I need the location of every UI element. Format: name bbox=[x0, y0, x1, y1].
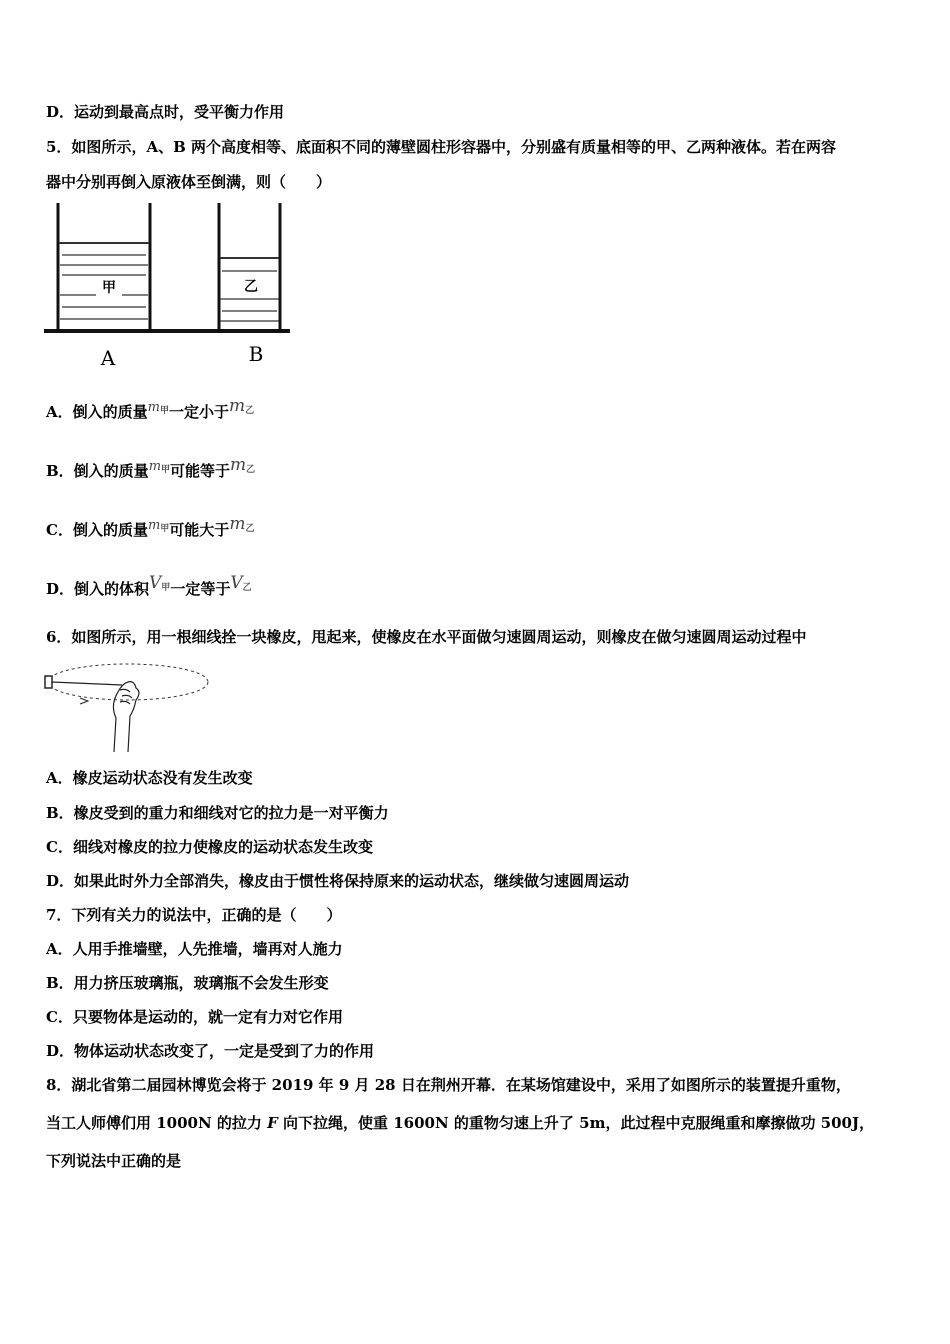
container-a-label: A bbox=[100, 346, 116, 370]
q5-option-b: B．倒入的质量$m^甲$可能等于$m^乙$ bbox=[46, 455, 256, 480]
q5-option-c: C．倒入的质量$m^甲$可能大于$m^乙$ bbox=[46, 514, 255, 539]
q8-stem-line3: 下列说法中正确的是 bbox=[46, 1152, 182, 1170]
liquid-b-label: 乙 bbox=[244, 279, 258, 295]
q7-option-b: B．用力挤压玻璃瓶，玻璃瓶不会发生形变 bbox=[46, 974, 329, 992]
q7-option-c: C．只要物体是运动的，就一定有力对它作用 bbox=[46, 1008, 343, 1026]
q5-option-d: D．倒入的体积$V^甲$一定等于$V^乙$ bbox=[46, 573, 252, 598]
q7-option-a: A．人用手推墙壁，人先推墙，墙再对人施力 bbox=[46, 940, 343, 958]
liquid-a-label: 甲 bbox=[102, 280, 116, 296]
rubber-block bbox=[45, 676, 52, 688]
q8-stem-line2: 当工人师傅们用 1000N 的拉力 F 向下拉绳，使重 1600N 的重物匀速上升了 5m，此过程中克服绳重和摩擦做功 500J， bbox=[46, 1114, 875, 1132]
string-line bbox=[52, 682, 122, 685]
q6-option-b: B．橡皮受到的重力和细线对它的拉力是一对平衡力 bbox=[46, 804, 389, 822]
container-b-label: B bbox=[248, 342, 264, 366]
q6-option-a: A．橡皮运动状态没有发生改变 bbox=[46, 769, 253, 787]
q4-option-d: D．运动到最高点时，受平衡力作用 bbox=[46, 103, 285, 121]
q5-stem-line2: 器中分别再倒入原液体至倒满，则（ ） bbox=[46, 173, 332, 191]
force-symbol: F bbox=[267, 1114, 278, 1132]
q6-option-c: C．细线对橡皮的拉力使橡皮的运动状态发生改变 bbox=[46, 838, 373, 856]
q5-option-a: A．倒入的质量$m^甲$一定小于$m^乙$ bbox=[46, 396, 255, 421]
q5-stem-line1: 5．如图所示，A、B 两个高度相等、底面积不同的薄壁圆柱形容器中，分别盛有质量相等的甲、乙两种液体。若在两容 bbox=[46, 138, 836, 156]
q6-option-d: D．如果此时外力全部消失，橡皮由于惯性将保持原来的运动状态，继续做匀速圆周运动 bbox=[46, 872, 630, 890]
q7-option-d: D．物体运动状态改变了，一定是受到了力的作用 bbox=[46, 1042, 375, 1060]
direction-arrow bbox=[80, 698, 88, 704]
q7-stem: 7．下列有关力的说法中，正确的是（ ） bbox=[46, 906, 342, 924]
hand-drawing bbox=[113, 682, 139, 752]
q6-rubber-circle-figure bbox=[44, 660, 214, 755]
q5-container-figure bbox=[44, 203, 294, 373]
q6-stem: 6．如图所示，用一根细线拴一块橡皮，甩起来，使橡皮在水平面做匀速圆周运动，则橡皮在做匀速圆周运动过程中 bbox=[46, 628, 807, 646]
q8-stem-line1: 8．湖北省第二届园林博览会将于 2019 年 9 月 28 日在荆州开幕．在某场馆建设中，采用了如图所示的装置提升重物， bbox=[46, 1076, 851, 1094]
